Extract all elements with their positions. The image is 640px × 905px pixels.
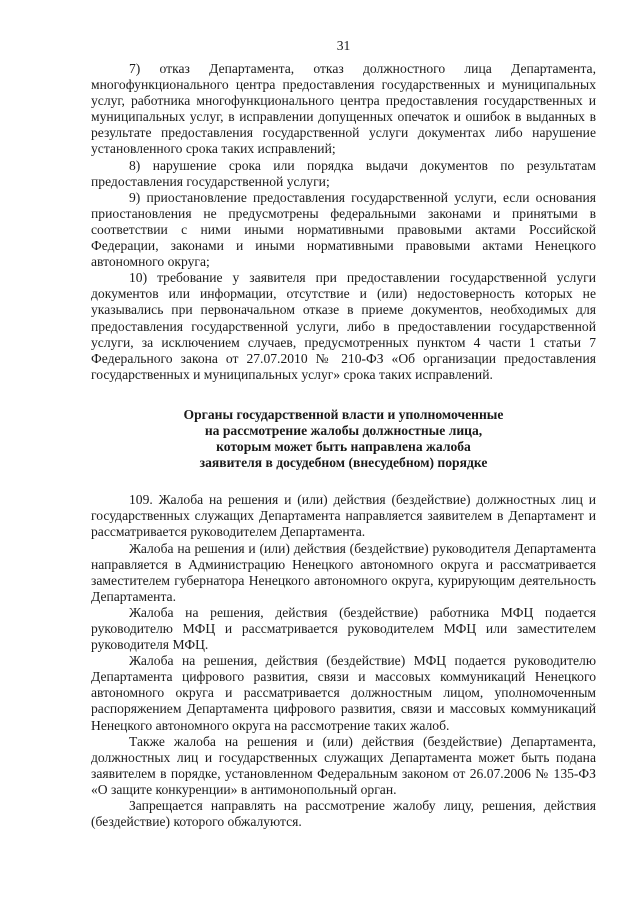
section-heading-line: которым может быть направлена жалоба: [216, 439, 471, 455]
section-heading-line: Органы государственной власти и уполномоченные: [183, 406, 504, 422]
paragraph: Жалоба на решения, действия (бездействие) МФЦ подается руководителю Департамента цифрового развития, связи и массовых коммуникаций Ненецкого автономного округа и рассматривается должностным лицом, уполномоченным распоряжением Департамента цифрового развития, связи и массовых коммуникаций Ненецкого автономного округа на рассмотрение таких жалоб.: [91, 653, 596, 733]
page-number: 31: [336, 38, 351, 53]
paragraph: Жалоба на решения и (или) действия (бездействие) руководителя Департамента направляется в Администрацию Ненецкого автономного округа и рассматривается заместителем губернатора Ненецкого автономного округа, курирующим деятельность Департамента.: [91, 540, 596, 604]
section-heading-line: заявителя в досудебном (внесудебном) порядке: [199, 455, 488, 471]
paragraph: Жалоба на решения, действия (бездействие) работника МФЦ подается руководителю МФЦ и рассматривается руководителем МФЦ или заместителем руководителя МФЦ.: [91, 604, 596, 653]
paragraph: Запрещается направлять на рассмотрение жалобу лицу, решения, действия (бездействие) которого обжалуются.: [91, 798, 596, 830]
paragraph: 109. Жалоба на решения и (или) действия (бездействие) должностных лиц и государственных служащих Департамента направляется заявителем в Департамент и рассматривается руководителем Департамента.: [91, 492, 596, 540]
list-item: 7) отказ Департамента, отказ должностного лица Департамента, многофункционального центра предоставления государственных и муниципальных услуг, работника многофункционального центра предоставления государственных и муниципальных услуг, в исправлении допущенных опечаток и ошибок в выданных в результате предоставления государственной услуги документах либо нарушение установленного срока таких исправлений;: [91, 61, 596, 157]
document-body: [91, 61, 596, 830]
paragraph: Также жалоба на решения и (или) действия (бездействие) Департамента, должностных лиц и государственных служащих Департамента может быть подана заявителем в порядке, установленном Федеральным законом от 26.07.2006 № 135-ФЗ «О защите конкуренции» в антимонопольный орган.: [91, 733, 596, 797]
section-heading-line: на рассмотрение жалобы должностные лица,: [204, 422, 483, 438]
section-heading: [91, 407, 596, 471]
list-item: 10) требование у заявителя при предоставлении государственной услуги документов или информации, отсутствие и (или) недостоверность которых не указывались при первоначальном отказе в приеме документов, необходимых для предоставления государственной услуги, либо в предоставлении государственной услуги, за исключением случаев, предусмотренных пунктом 4 части 1 статьи 7 Федерального закона от 27.07.2010 № 210-ФЗ «Об организации предоставления государственных и муниципальных услуг» срока таких исправлений.: [91, 270, 596, 382]
list-item: 9) приостановление предоставления государственной услуги, если основания приостановления не предусмотрены федеральными законами и принятыми в соответствии с ними иными нормативными правовыми актами Российской Федерации, законами и иными нормативными правовыми актами Ненецкого автономного округа;: [91, 189, 596, 270]
list-item: 8) нарушение срока или порядка выдачи документов по результатам предоставления государственной услуги;: [91, 157, 596, 189]
